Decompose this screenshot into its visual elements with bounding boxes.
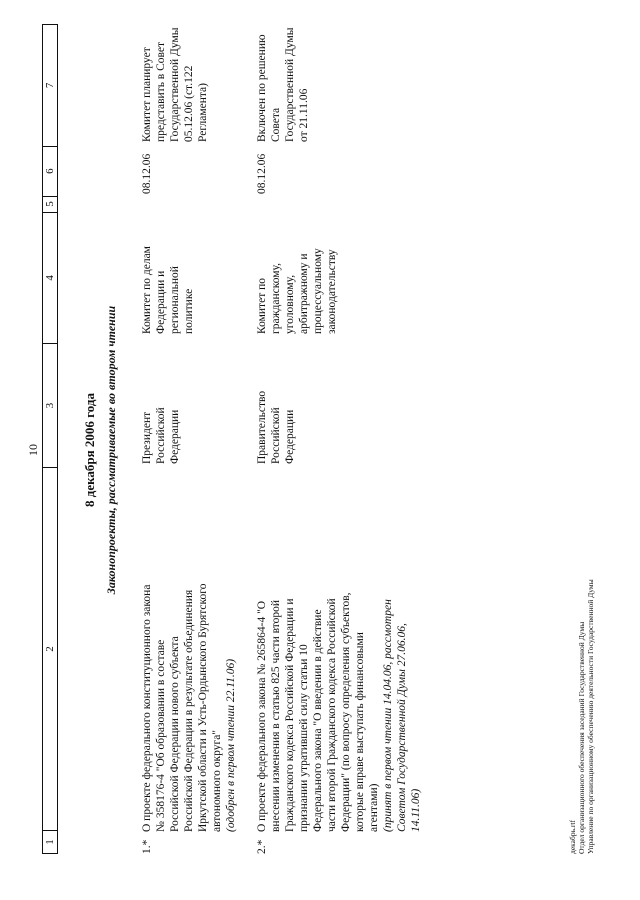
section-heading: Законопроекты, рассматриваемые во втором чтении: [104, 305, 118, 595]
header-col-5: 5: [43, 197, 57, 213]
initiator: Президент Российской Федерации: [141, 407, 181, 464]
responsible-committee: Комитет по делам Федерации и региональной политике: [141, 246, 195, 334]
footer-directorate: Управление по организационному обеспечению деятельности Государственной Думы: [586, 579, 595, 854]
footer-filename: декабрь.rtf: [568, 820, 577, 854]
header-col-3: 3: [43, 344, 57, 468]
date: 08.12.06: [256, 153, 268, 194]
column-number-header: [42, 24, 58, 854]
header-col-4: 4: [43, 213, 57, 345]
footer: [568, 579, 595, 854]
note: Включен по решению Совета Государственной Думы от 21.11.06: [256, 27, 310, 142]
header-col-2: 2: [43, 468, 57, 831]
row-number: 1.*: [141, 839, 153, 854]
date-heading: 8 декабря 2006 года: [82, 393, 97, 507]
header-col-1: 1: [44, 839, 56, 845]
date: 08.12.06: [141, 153, 153, 194]
header-col-7: 7: [43, 25, 57, 147]
bill-title: О проекте федерального закона № 265864-4 "О внесении изменения в статью 825 части второй Гражданского кодекса Российской Федерации и признании утратившей силу статьи 10 Федерального закона "О введении в действие части второй Гражданского кодекса Российской Федерации" (по вопросу определения субъектов, которые вправе выступать финансовыми агентами): [256, 592, 380, 832]
bill-status-note: (принят в первом чтении 14.04.06, рассмотрен Советом Государственной Думы 27.06.06, 14.11.06): [382, 599, 422, 832]
header-col-6: 6: [43, 147, 57, 197]
responsible-committee: Комитет по гражданскому, уголовному, арбитражному и процессуальному законодательству: [256, 248, 338, 334]
bill-description: [140, 582, 238, 832]
note: Комитет планирует представить в Совет Государственной Думы 05.12.06 (ст.122 Регламента): [141, 27, 209, 142]
bill-status-note: (одобрен в первом чтении 22.11.06): [225, 658, 237, 832]
initiator: Правительство Российской Федерации: [256, 390, 296, 464]
footer-department: Отдел организационного обеспечения заседаний Государственной Думы: [577, 621, 586, 854]
document-page: [20, 20, 620, 880]
bill-title: О проекте федерального конституционного закона № 358176-4 "Об образовании в составе Российской Федерации нового субъекта Российской Федерации в результате объединения Иркутской области и Усть-Ордынского Бурятского автономного округа": [141, 583, 223, 832]
row-number: 2.*: [256, 839, 268, 854]
page-number: 10: [26, 444, 40, 456]
bill-description: [255, 582, 423, 832]
